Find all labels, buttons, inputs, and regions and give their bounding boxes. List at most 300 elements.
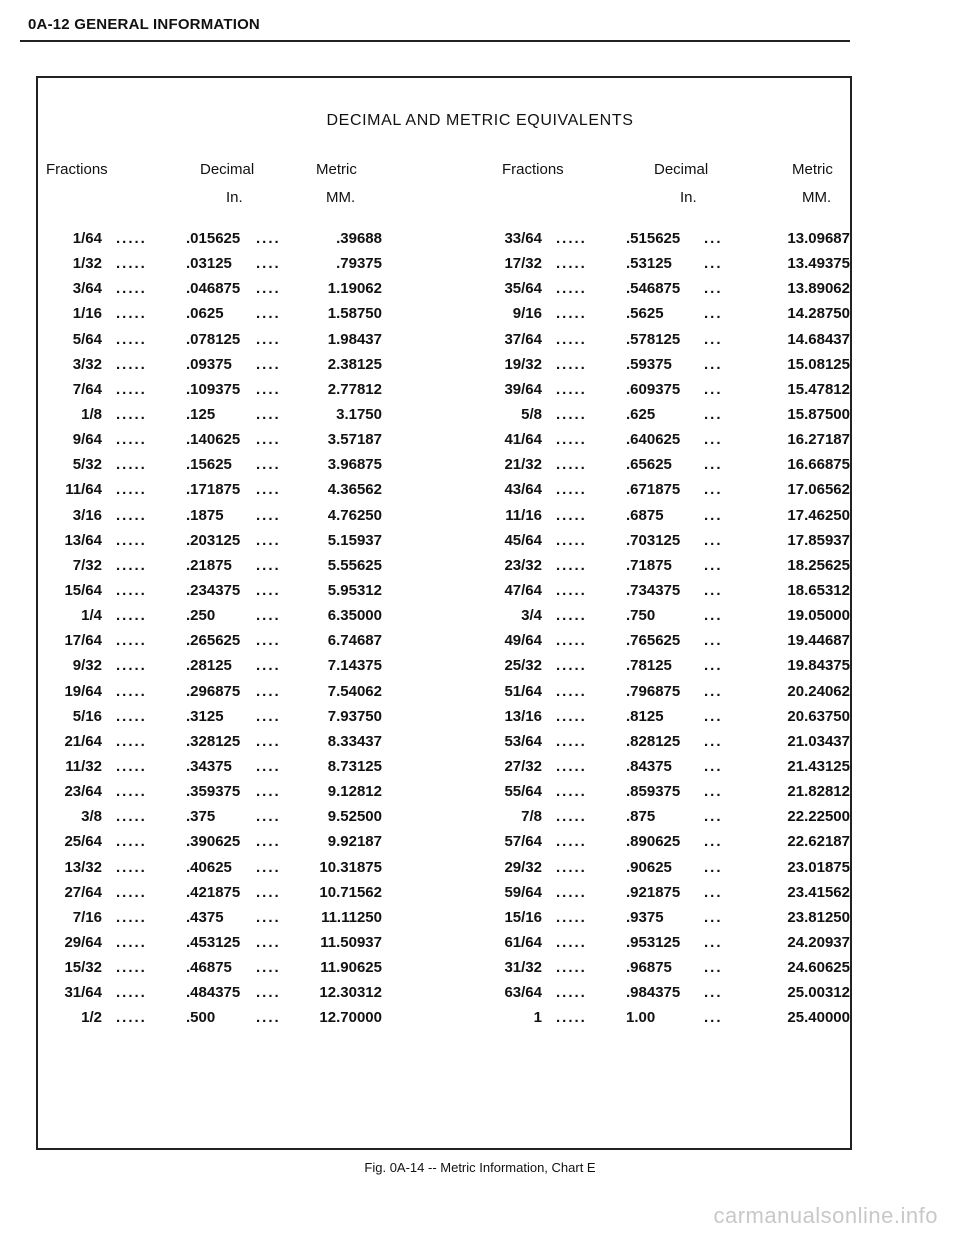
dot-leader: ..... bbox=[116, 607, 147, 625]
left-decimal: .078125 bbox=[186, 330, 241, 348]
left-decimal-heading: Decimal bbox=[200, 161, 255, 178]
dot-leader: .... bbox=[256, 531, 281, 549]
left-decimal: .421875 bbox=[186, 883, 241, 901]
dot-leader: ..... bbox=[116, 707, 147, 725]
right-metric: 18.25625 bbox=[787, 556, 850, 574]
left-fraction: 9/64 bbox=[72, 431, 102, 449]
right-decimal: .984375 bbox=[626, 984, 681, 1002]
table-row bbox=[0, 657, 960, 682]
right-decimal: .828125 bbox=[626, 732, 681, 750]
dot-leader: ... bbox=[704, 657, 723, 675]
left-metric: 10.71562 bbox=[319, 883, 382, 901]
right-decimal: .53125 bbox=[626, 255, 672, 273]
right-metric: 21.82812 bbox=[787, 783, 850, 801]
dot-leader: .... bbox=[256, 883, 281, 901]
right-metric: 19.05000 bbox=[787, 607, 850, 625]
left-decimal: .109375 bbox=[186, 380, 241, 398]
left-metric: 7.93750 bbox=[327, 707, 382, 725]
right-decimal: .5625 bbox=[626, 305, 664, 323]
dot-leader: ..... bbox=[116, 933, 147, 951]
right-decimal: .625 bbox=[626, 405, 656, 423]
dot-leader: .... bbox=[256, 431, 281, 449]
left-fraction: 7/32 bbox=[72, 556, 102, 574]
left-metric: 9.12812 bbox=[327, 783, 382, 801]
table-row bbox=[0, 255, 960, 280]
dot-leader: ..... bbox=[116, 230, 147, 247]
dot-leader: ... bbox=[704, 431, 723, 449]
dot-leader: ..... bbox=[556, 959, 587, 977]
left-metric-unit: MM. bbox=[326, 189, 356, 206]
left-metric: 5.55625 bbox=[327, 556, 382, 574]
equivalents-table bbox=[0, 230, 960, 1035]
dot-leader: .... bbox=[256, 858, 281, 876]
right-metric: 15.08125 bbox=[787, 355, 850, 373]
dot-leader: ... bbox=[704, 531, 723, 549]
right-fraction: 25/32 bbox=[504, 657, 542, 675]
right-metric: 23.81250 bbox=[787, 908, 850, 926]
dot-leader: ..... bbox=[556, 908, 587, 926]
table-row bbox=[0, 708, 960, 733]
right-decimal: .78125 bbox=[626, 657, 672, 675]
right-fraction: 45/64 bbox=[504, 531, 542, 549]
table-row bbox=[0, 557, 960, 582]
left-decimal: .015625 bbox=[186, 230, 241, 247]
table-row bbox=[0, 230, 960, 255]
left-metric: 4.36562 bbox=[327, 481, 382, 499]
dot-leader: .... bbox=[256, 581, 281, 599]
dot-leader: .... bbox=[256, 984, 281, 1002]
dot-leader: ..... bbox=[556, 1009, 587, 1027]
right-fraction: 37/64 bbox=[504, 330, 542, 348]
right-fractions-heading: Fractions bbox=[502, 161, 564, 178]
dot-leader: ... bbox=[704, 380, 723, 398]
right-metric: 14.28750 bbox=[787, 305, 850, 323]
table-row bbox=[0, 909, 960, 934]
right-fraction: 5/8 bbox=[521, 405, 542, 423]
right-fraction: 11/16 bbox=[505, 506, 542, 524]
right-metric: 17.06562 bbox=[787, 481, 850, 499]
table-row bbox=[0, 632, 960, 657]
right-fraction: 61/64 bbox=[504, 933, 542, 951]
left-fraction: 23/64 bbox=[64, 783, 102, 801]
right-fraction: 21/32 bbox=[504, 456, 542, 474]
dot-leader: ..... bbox=[116, 481, 147, 499]
dot-leader: ..... bbox=[116, 682, 147, 700]
dot-leader: .... bbox=[256, 808, 281, 826]
left-metric: 12.70000 bbox=[319, 1009, 382, 1027]
left-fraction: 5/16 bbox=[72, 707, 102, 725]
dot-leader: ..... bbox=[556, 330, 587, 348]
table-row bbox=[0, 305, 960, 330]
dot-leader: ..... bbox=[116, 757, 147, 775]
right-fraction: 63/64 bbox=[504, 984, 542, 1002]
dot-leader: ... bbox=[704, 581, 723, 599]
dot-leader: ..... bbox=[116, 959, 147, 977]
dot-leader: ... bbox=[704, 808, 723, 826]
dot-leader: ..... bbox=[116, 556, 147, 574]
left-fraction: 29/64 bbox=[64, 933, 102, 951]
left-metric: 11.90625 bbox=[320, 959, 382, 977]
right-fraction: 9/16 bbox=[512, 305, 542, 323]
right-fraction: 35/64 bbox=[504, 280, 542, 298]
dot-leader: ... bbox=[704, 456, 723, 474]
left-decimal: .125 bbox=[186, 405, 216, 423]
table-row bbox=[0, 406, 960, 431]
left-metric: .39688 bbox=[336, 230, 382, 247]
right-decimal: .65625 bbox=[626, 456, 672, 474]
right-metric-heading: Metric bbox=[792, 161, 833, 178]
dot-leader: ..... bbox=[556, 707, 587, 725]
right-decimal: .953125 bbox=[626, 933, 681, 951]
dot-leader: ..... bbox=[556, 757, 587, 775]
right-decimal: .71875 bbox=[626, 556, 672, 574]
left-metric: 7.54062 bbox=[327, 682, 382, 700]
left-fraction: 13/64 bbox=[64, 531, 102, 549]
dot-leader: ... bbox=[704, 783, 723, 801]
right-metric: 14.68437 bbox=[787, 330, 850, 348]
dot-leader: ..... bbox=[116, 305, 147, 323]
right-fraction: 53/64 bbox=[504, 732, 542, 750]
left-fraction: 9/32 bbox=[72, 657, 102, 675]
right-metric: 19.84375 bbox=[787, 657, 850, 675]
left-metric: 9.52500 bbox=[327, 808, 382, 826]
right-fraction: 49/64 bbox=[504, 632, 542, 650]
dot-leader: .... bbox=[256, 380, 281, 398]
dot-leader: ... bbox=[704, 732, 723, 750]
dot-leader: ... bbox=[704, 833, 723, 851]
left-metric-heading: Metric bbox=[316, 161, 357, 178]
dot-leader: ... bbox=[704, 707, 723, 725]
table-row bbox=[0, 381, 960, 406]
left-decimal: .375 bbox=[186, 808, 216, 826]
right-fraction: 29/32 bbox=[504, 858, 542, 876]
dot-leader: ..... bbox=[556, 531, 587, 549]
dot-leader: ..... bbox=[556, 305, 587, 323]
right-fraction: 57/64 bbox=[504, 833, 542, 851]
right-fraction: 7/8 bbox=[521, 808, 542, 826]
right-decimal: .96875 bbox=[626, 959, 672, 977]
left-decimal: .1875 bbox=[186, 506, 224, 524]
right-metric: 16.66875 bbox=[787, 456, 850, 474]
left-decimal: .234375 bbox=[186, 581, 241, 599]
dot-leader: .... bbox=[256, 682, 281, 700]
dot-leader: ..... bbox=[116, 255, 147, 273]
dot-leader: ..... bbox=[556, 883, 587, 901]
left-decimal: .203125 bbox=[186, 531, 241, 549]
right-decimal: .796875 bbox=[626, 682, 681, 700]
dot-leader: ..... bbox=[556, 581, 587, 599]
dot-leader: ..... bbox=[116, 330, 147, 348]
dot-leader: .... bbox=[256, 405, 281, 423]
dot-leader: .... bbox=[256, 607, 281, 625]
right-metric: 21.03437 bbox=[787, 732, 850, 750]
right-metric: 17.46250 bbox=[787, 506, 850, 524]
dot-leader: ... bbox=[704, 757, 723, 775]
right-metric: 15.47812 bbox=[787, 380, 850, 398]
dot-leader: ... bbox=[704, 632, 723, 650]
dot-leader: ..... bbox=[116, 632, 147, 650]
left-metric: 2.38125 bbox=[327, 355, 382, 373]
dot-leader: ..... bbox=[116, 1009, 147, 1027]
left-metric: 5.15937 bbox=[327, 531, 382, 549]
right-decimal-heading: Decimal bbox=[654, 161, 709, 178]
dot-leader: .... bbox=[256, 1009, 281, 1027]
left-decimal: .03125 bbox=[186, 255, 232, 273]
dot-leader: ... bbox=[704, 506, 723, 524]
left-metric: .79375 bbox=[336, 255, 382, 273]
figure-caption: Fig. 0A-14 -- Metric Information, Chart E bbox=[364, 1160, 596, 1175]
left-decimal: .328125 bbox=[186, 732, 241, 750]
left-fraction: 3/16 bbox=[72, 506, 102, 524]
left-decimal: .28125 bbox=[186, 657, 232, 675]
dot-leader: ..... bbox=[556, 984, 587, 1002]
right-decimal: .8125 bbox=[626, 707, 664, 725]
left-metric: 4.76250 bbox=[327, 506, 382, 524]
dot-leader: ..... bbox=[556, 632, 587, 650]
dot-leader: ... bbox=[704, 682, 723, 700]
dot-leader: ..... bbox=[556, 682, 587, 700]
left-decimal: .46875 bbox=[186, 959, 232, 977]
left-decimal: .500 bbox=[186, 1009, 216, 1027]
dot-leader: .... bbox=[256, 933, 281, 951]
dot-leader: .... bbox=[256, 355, 281, 373]
dot-leader: ..... bbox=[116, 431, 147, 449]
right-metric: 16.27187 bbox=[787, 431, 850, 449]
dot-leader: .... bbox=[256, 707, 281, 725]
dot-leader: ..... bbox=[556, 933, 587, 951]
left-decimal: .34375 bbox=[186, 757, 232, 775]
right-decimal: .578125 bbox=[626, 330, 681, 348]
left-fraction: 1/2 bbox=[81, 1009, 102, 1027]
left-fraction: 25/64 bbox=[64, 833, 102, 851]
dot-leader: ..... bbox=[556, 431, 587, 449]
left-fraction: 1/4 bbox=[81, 607, 102, 625]
right-fraction: 59/64 bbox=[504, 883, 542, 901]
left-fraction: 27/64 bbox=[64, 883, 102, 901]
left-decimal: .250 bbox=[186, 607, 216, 625]
right-decimal: .671875 bbox=[626, 481, 681, 499]
right-metric: 13.09687 bbox=[787, 230, 850, 247]
dot-leader: .... bbox=[256, 757, 281, 775]
right-metric: 24.20937 bbox=[787, 933, 850, 951]
dot-leader: ..... bbox=[116, 808, 147, 826]
dot-leader: .... bbox=[256, 657, 281, 675]
left-metric: 1.58750 bbox=[327, 305, 382, 323]
dot-leader: ..... bbox=[556, 481, 587, 499]
dot-leader: .... bbox=[256, 732, 281, 750]
dot-leader: ..... bbox=[556, 405, 587, 423]
right-metric: 22.62187 bbox=[787, 833, 850, 851]
right-metric: 15.87500 bbox=[787, 405, 850, 423]
table-row bbox=[0, 783, 960, 808]
right-metric: 23.01875 bbox=[787, 858, 850, 876]
table-row bbox=[0, 758, 960, 783]
dot-leader: ..... bbox=[116, 506, 147, 524]
right-metric: 25.40000 bbox=[787, 1009, 850, 1027]
dot-leader: .... bbox=[256, 632, 281, 650]
dot-leader: ..... bbox=[116, 456, 147, 474]
right-metric: 25.00312 bbox=[787, 984, 850, 1002]
left-decimal-unit: In. bbox=[226, 189, 243, 206]
left-decimal: .3125 bbox=[186, 707, 224, 725]
left-metric: 1.98437 bbox=[327, 330, 382, 348]
left-metric: 1.19062 bbox=[327, 280, 382, 298]
dot-leader: ..... bbox=[556, 456, 587, 474]
left-metric: 3.1750 bbox=[336, 405, 382, 423]
right-decimal: .859375 bbox=[626, 783, 681, 801]
right-decimal: .703125 bbox=[626, 531, 681, 549]
left-fraction: 31/64 bbox=[64, 984, 102, 1002]
right-decimal: .546875 bbox=[626, 280, 681, 298]
dot-leader: ... bbox=[704, 858, 723, 876]
table-row bbox=[0, 582, 960, 607]
left-decimal: .265625 bbox=[186, 632, 241, 650]
right-decimal: .6875 bbox=[626, 506, 664, 524]
dot-leader: ..... bbox=[116, 858, 147, 876]
right-decimal: .921875 bbox=[626, 883, 681, 901]
dot-leader: ... bbox=[704, 230, 723, 247]
dot-leader: ..... bbox=[556, 833, 587, 851]
right-decimal: .734375 bbox=[626, 581, 681, 599]
left-metric: 6.35000 bbox=[327, 607, 382, 625]
dot-leader: .... bbox=[256, 280, 281, 298]
right-metric: 23.41562 bbox=[787, 883, 850, 901]
dot-leader: ..... bbox=[116, 531, 147, 549]
left-metric: 11.50937 bbox=[320, 933, 382, 951]
left-decimal: .046875 bbox=[186, 280, 241, 298]
dot-leader: ... bbox=[704, 255, 723, 273]
dot-leader: ..... bbox=[116, 581, 147, 599]
left-fraction: 1/32 bbox=[72, 255, 102, 273]
dot-leader: ..... bbox=[556, 280, 587, 298]
right-metric-unit: MM. bbox=[802, 189, 832, 206]
left-decimal: .171875 bbox=[186, 481, 241, 499]
right-decimal: .890625 bbox=[626, 833, 681, 851]
table-row bbox=[0, 984, 960, 1009]
header-rule bbox=[20, 40, 850, 42]
left-fraction: 3/64 bbox=[72, 280, 102, 298]
left-decimal: .296875 bbox=[186, 682, 241, 700]
left-fraction: 7/64 bbox=[72, 380, 102, 398]
right-fraction: 17/32 bbox=[504, 255, 542, 273]
dot-leader: ... bbox=[704, 280, 723, 298]
table-row bbox=[0, 808, 960, 833]
left-fraction: 13/32 bbox=[64, 858, 102, 876]
right-fraction: 13/16 bbox=[504, 707, 542, 725]
right-fraction: 51/64 bbox=[504, 682, 542, 700]
left-decimal: .359375 bbox=[186, 783, 241, 801]
dot-leader: ..... bbox=[116, 883, 147, 901]
right-metric: 21.43125 bbox=[787, 757, 850, 775]
right-metric: 20.24062 bbox=[787, 682, 850, 700]
right-metric: 17.85937 bbox=[787, 531, 850, 549]
left-decimal: .21875 bbox=[186, 556, 232, 574]
right-decimal: .515625 bbox=[626, 230, 681, 247]
left-metric: 3.96875 bbox=[327, 456, 382, 474]
dot-leader: .... bbox=[256, 456, 281, 474]
right-decimal: .750 bbox=[626, 607, 656, 625]
left-metric: 12.30312 bbox=[319, 984, 382, 1002]
table-row bbox=[0, 884, 960, 909]
left-fraction: 21/64 bbox=[64, 732, 102, 750]
left-decimal: .4375 bbox=[186, 908, 224, 926]
left-decimal: .453125 bbox=[186, 933, 241, 951]
dot-leader: ..... bbox=[556, 808, 587, 826]
right-fraction: 55/64 bbox=[504, 783, 542, 801]
right-metric: 24.60625 bbox=[787, 959, 850, 977]
dot-leader: .... bbox=[256, 330, 281, 348]
dot-leader: ..... bbox=[116, 380, 147, 398]
dot-leader: ..... bbox=[556, 506, 587, 524]
dot-leader: ..... bbox=[556, 657, 587, 675]
right-fraction: 19/32 bbox=[504, 355, 542, 373]
table-row bbox=[0, 859, 960, 884]
left-decimal: .140625 bbox=[186, 431, 241, 449]
dot-leader: ..... bbox=[116, 657, 147, 675]
left-fraction: 1/16 bbox=[72, 305, 102, 323]
right-decimal: 1.00 bbox=[626, 1009, 656, 1027]
table-row bbox=[0, 733, 960, 758]
left-fraction: 1/8 bbox=[81, 405, 102, 423]
dot-leader: .... bbox=[256, 506, 281, 524]
left-fractions-heading: Fractions bbox=[46, 161, 108, 178]
left-fraction: 1/64 bbox=[72, 230, 102, 247]
right-fraction: 23/32 bbox=[504, 556, 542, 574]
left-metric: 6.74687 bbox=[327, 632, 382, 650]
left-metric: 10.31875 bbox=[319, 858, 382, 876]
table-row bbox=[0, 280, 960, 305]
dot-leader: ... bbox=[704, 556, 723, 574]
page-header: 0A-12 GENERAL INFORMATION bbox=[28, 16, 260, 33]
right-fraction: 27/32 bbox=[504, 757, 542, 775]
chart-title: DECIMAL AND METRIC EQUIVALENTS bbox=[326, 112, 634, 129]
table-row bbox=[0, 481, 960, 506]
dot-leader: ..... bbox=[556, 556, 587, 574]
dot-leader: ..... bbox=[556, 607, 587, 625]
dot-leader: .... bbox=[256, 255, 281, 273]
dot-leader: ... bbox=[704, 984, 723, 1002]
dot-leader: ..... bbox=[556, 255, 587, 273]
dot-leader: ..... bbox=[556, 858, 587, 876]
left-fraction: 11/32 bbox=[65, 757, 102, 775]
left-fraction: 15/32 bbox=[64, 959, 102, 977]
right-metric: 13.89062 bbox=[787, 280, 850, 298]
dot-leader: ..... bbox=[556, 380, 587, 398]
left-decimal: .390625 bbox=[186, 833, 241, 851]
right-fraction: 15/16 bbox=[504, 908, 542, 926]
table-row bbox=[0, 532, 960, 557]
right-metric: 13.49375 bbox=[787, 255, 850, 273]
table-row bbox=[0, 356, 960, 381]
dot-leader: .... bbox=[256, 305, 281, 323]
dot-leader: ... bbox=[704, 481, 723, 499]
table-row bbox=[0, 431, 960, 456]
dot-leader: ..... bbox=[116, 833, 147, 851]
dot-leader: .... bbox=[256, 481, 281, 499]
table-row bbox=[0, 934, 960, 959]
left-metric: 2.77812 bbox=[327, 380, 382, 398]
table-row bbox=[0, 683, 960, 708]
right-fraction: 47/64 bbox=[504, 581, 542, 599]
dot-leader: ..... bbox=[556, 732, 587, 750]
right-metric: 19.44687 bbox=[787, 632, 850, 650]
dot-leader: ..... bbox=[556, 355, 587, 373]
dot-leader: ..... bbox=[116, 280, 147, 298]
dot-leader: ..... bbox=[116, 405, 147, 423]
right-metric: 20.63750 bbox=[787, 707, 850, 725]
left-fraction: 15/64 bbox=[64, 581, 102, 599]
left-decimal: .15625 bbox=[186, 456, 232, 474]
